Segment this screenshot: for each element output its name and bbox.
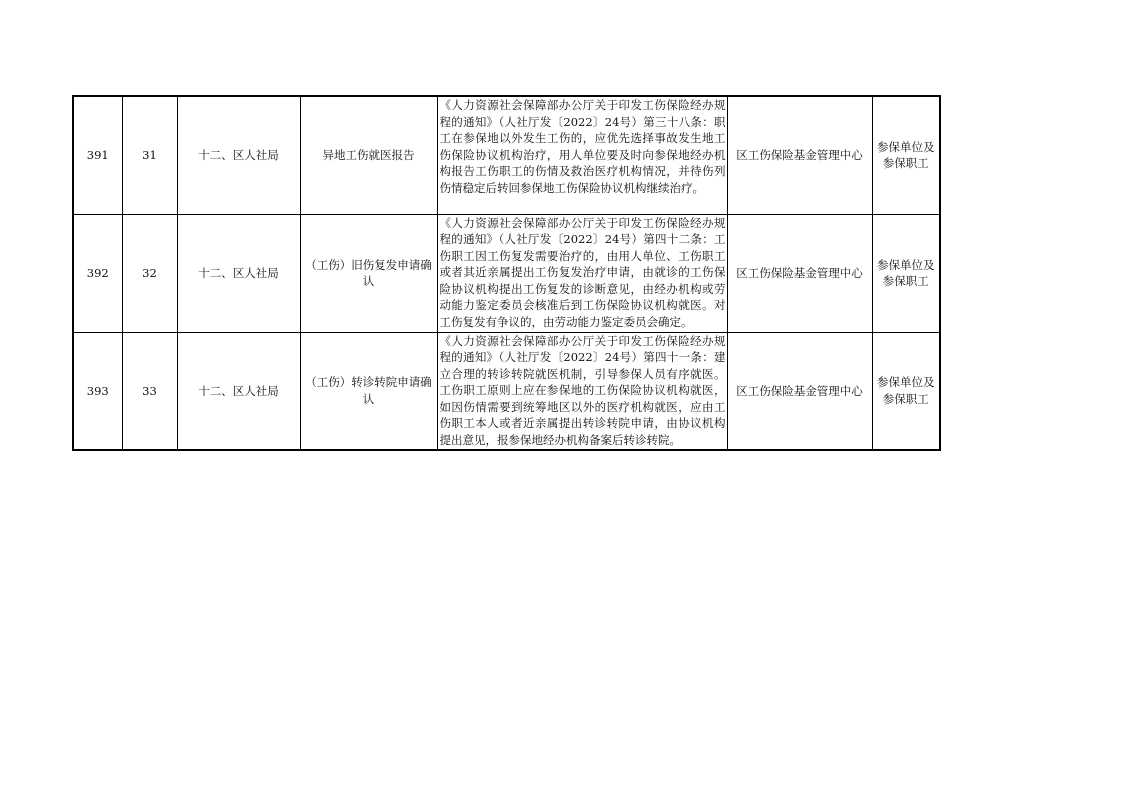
- item-name-cell: （工伤）旧伤复发申请确认: [300, 214, 437, 332]
- agency-cell: 区工伤保险基金管理中心: [727, 96, 872, 214]
- item-name-cell: （工伤）转诊转院申请确认: [300, 332, 437, 450]
- serial-number-cell: 391: [73, 96, 122, 214]
- legal-basis-cell: 《人力资源社会保障部办公厅关于印发工伤保险经办规程的通知》（人社厅发〔2022〕24号）第四十一条：建立合理的转诊转院就医机制，引导参保人员有序就医。工伤职工原则上应在参保地的工伤保险协议机构就医，如因伤情需要到统筹地区以外的医疗机构就医，应由工伤职工本人或者近亲属提出转诊转院申请，由协议机构提出意见，报参保地经办机构备案后转诊转院。: [437, 332, 727, 450]
- legal-basis-cell: 《人力资源社会保障部办公厅关于印发工伤保险经办规程的通知》（人社厅发〔2022〕24号）第四十二条：工伤职工因工伤复发需要治疗的，由用人单位、工伤职工或者其近亲属提出工伤复发治疗申请，由就诊的工伤保险协议机构提出工伤复发的诊断意见，由经办机构或劳动能力鉴定委员会核准后到工伤保险协议机构就医。对工伤复发有争议的，由劳动能力鉴定委员会确定。: [437, 214, 727, 332]
- department-cell: 十二、区人社局: [177, 332, 300, 450]
- agency-cell: 区工伤保险基金管理中心: [727, 332, 872, 450]
- table-row: [73, 214, 940, 332]
- table-row: [73, 332, 940, 450]
- department-cell: 十二、区人社局: [177, 96, 300, 214]
- serial-number-cell: 393: [73, 332, 122, 450]
- target-cell: 参保单位及参保职工: [872, 214, 940, 332]
- sub-number-cell: 31: [122, 96, 177, 214]
- table-row: [73, 96, 940, 214]
- data-sheet: [72, 95, 939, 451]
- sub-number-cell: 33: [122, 332, 177, 450]
- target-cell: 参保单位及参保职工: [872, 96, 940, 214]
- serial-number-cell: 392: [73, 214, 122, 332]
- department-cell: 十二、区人社局: [177, 214, 300, 332]
- agency-cell: 区工伤保险基金管理中心: [727, 214, 872, 332]
- target-cell: 参保单位及参保职工: [872, 332, 940, 450]
- sub-number-cell: 32: [122, 214, 177, 332]
- item-name-cell: 异地工伤就医报告: [300, 96, 437, 214]
- items-table: [72, 95, 941, 451]
- legal-basis-cell: 《人力资源社会保障部办公厅关于印发工伤保险经办规程的通知》（人社厅发〔2022〕24号）第三十八条：职工在参保地以外发生工伤的，应优先选择事故发生地工伤保险协议机构治疗，用人单位要及时向参保地经办机构报告工伤职工的伤情及救治医疗机构情况，并待伤列伤情稳定后转回参保地工伤保险协议机构继续治疗。: [437, 96, 727, 214]
